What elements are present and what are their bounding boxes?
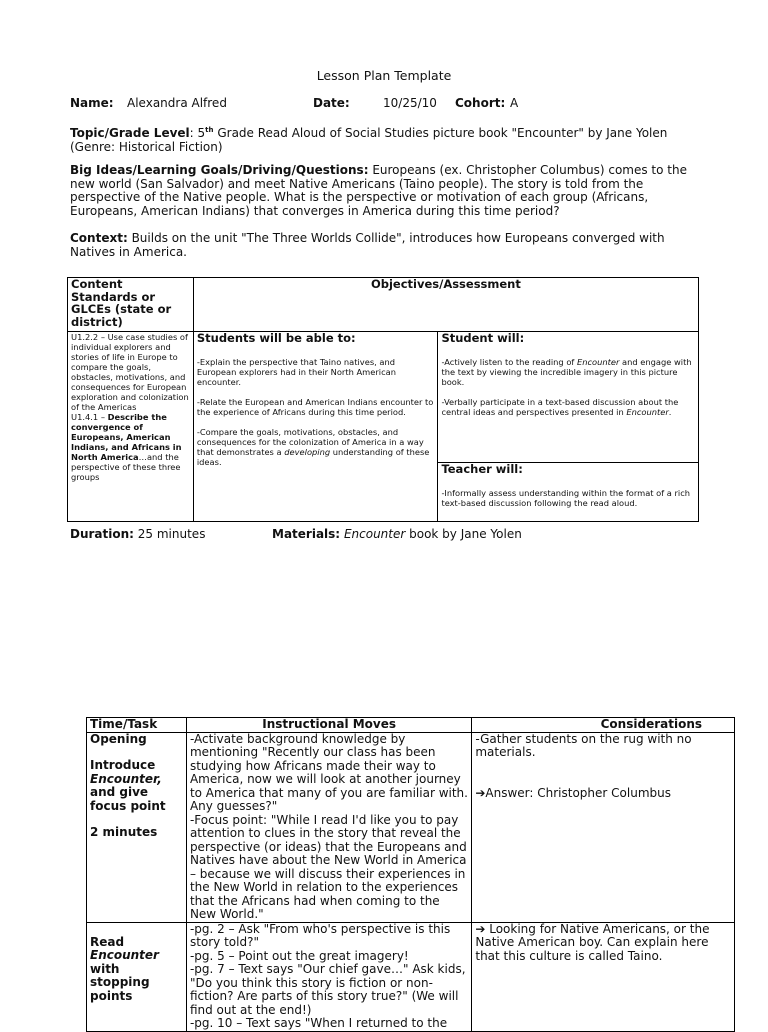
standards-header: Content Standards or GLCEs (state or district) xyxy=(68,278,194,332)
materials-line xyxy=(272,527,522,541)
swbat-header: Students will be able to: xyxy=(196,331,356,345)
topic-label: Topic/Grade Level xyxy=(70,126,190,140)
swbat-item: -Relate the European and American Indians encounter to the experience of Africans during this time period. xyxy=(196,397,434,417)
big-ideas-text: Europeans (ex. Christopher Columbus) comes to the new world (San Salvador) and meet Native Americans (Taino people). The story is told from the perspective of the Native people. What is the perspective or motivation of each group (Africans, Europeans, American Indians) that converges in America during this time period? xyxy=(70,163,687,218)
student-will-cell xyxy=(438,332,699,463)
standard-u141: U1.4.1 – Describe the convergence of Europeans, American Indians, and Africans in North America…and the perspective of these three groups xyxy=(71,412,182,482)
materials-book: Encounter xyxy=(343,527,406,541)
date-value: 10/25/10 xyxy=(383,96,437,110)
materials-rest: book by Jane Yolen xyxy=(405,527,522,541)
context-text: Builds on the unit "The Three Worlds Collide", introduces how Europeans converged with Natives in America. xyxy=(70,231,665,259)
topic-sup: th xyxy=(205,126,214,134)
student-will-item: -Verbally participate in a text-based discussion about the central ideas and perspectives presented in Encounter. xyxy=(441,397,679,417)
table-row xyxy=(87,922,735,1031)
considerations-cell: ➔ Looking for Native Americans, or the Native American boy. Can explain here that this culture is called Taino. xyxy=(472,922,735,1031)
standard-u122: U1.2.2 – Use case studies of individual explorers and stories of life in Europe to compare the goals, obstacles, motivations, and consequences for European exploration and colonization of the Americas xyxy=(71,332,189,412)
cohort-value: A xyxy=(510,96,519,110)
swbat-cell xyxy=(193,332,438,522)
instructional-moves-table xyxy=(86,717,735,1032)
big-ideas-label: Big Ideas/Learning Goals/Driving/Questions: xyxy=(70,163,369,177)
objectives-table xyxy=(67,277,699,522)
context-label: Context: xyxy=(70,231,128,245)
swbat-item: -Compare the goals, motivations, obstacles, and consequences for the colonization of America in a way that demonstrates a developing understanding of these ideas. xyxy=(196,427,430,467)
name-value: Alexandra Alfred xyxy=(127,96,227,110)
standards-cell xyxy=(68,332,194,522)
student-will-item: -Actively listen to the reading of Encounter and engage with the text by viewing the incredible imagery in this picture book. xyxy=(441,357,692,387)
big-ideas-section xyxy=(70,164,710,218)
materials-label: Materials: xyxy=(272,527,341,541)
duration-label: Duration: xyxy=(70,527,134,541)
cohort-label: Cohort: xyxy=(455,96,506,110)
task-cell: Read Encounter with stopping points xyxy=(87,922,187,1031)
topic-text: : 5 xyxy=(189,126,206,140)
task-cell: Opening Introduce Encounter, and give focus point 2 minutes xyxy=(87,732,187,922)
topic-text-post: Grade Read Aloud of Social Studies picture book "Encounter" by Jane Yolen xyxy=(213,126,668,140)
page-title: Lesson Plan Template xyxy=(316,68,452,83)
date-label: Date: xyxy=(313,96,350,110)
swbat-item: -Explain the perspective that Taino natives, and European explorers had in their North American encounter. xyxy=(196,357,396,387)
name-label: Name: xyxy=(70,96,114,110)
student-will-header: Student will: xyxy=(441,331,525,345)
duration-value: 25 minutes xyxy=(133,527,206,541)
duration-line xyxy=(70,527,205,541)
header-considerations: Considerations xyxy=(472,718,735,733)
header-time-task: Time/Task xyxy=(87,718,187,733)
header-instructional-moves: Instructional Moves xyxy=(186,718,471,733)
teacher-will-header: Teacher will: xyxy=(441,462,523,476)
teacher-will-cell xyxy=(438,463,699,522)
table-row xyxy=(87,732,735,922)
moves-cell: -pg. 2 – Ask "From who's perspective is this story told?" -pg. 5 – Point out the great imagery! -pg. 7 – Text says "Our chief gave…" Ask kids, "Do you think this story is fiction or non-fiction? Are parts of this story true?" (We will find out at the end!) -pg. 10 – Text says "When I returned to the xyxy=(186,922,471,1031)
teacher-will-item: -Informally assess understanding within the format of a rich text-based discussion following the read aloud. xyxy=(441,488,691,508)
context-section xyxy=(70,232,710,259)
topic-genre: (Genre: Historical Fiction) xyxy=(70,139,223,154)
considerations-cell: -Gather students on the rug with no materials. ➔Answer: Christopher Columbus xyxy=(472,732,735,922)
moves-cell: -Activate background knowledge by mentioning "Recently our class has been studying how Africans made their way to America, now we will look at another journey to America that many of you are familiar with. Any guesses?" -Focus point: "While I read I'd like you to pay attention to clues in the story that reveal the perspective (or ideas) that the Europeans and Natives have about the New World in America – because we will discuss their experiences in the New World in relation to the experiences that the Africans had when coming to the New World." xyxy=(186,732,471,922)
objectives-header: Objectives/Assessment xyxy=(193,278,698,332)
topic-section xyxy=(70,124,710,154)
